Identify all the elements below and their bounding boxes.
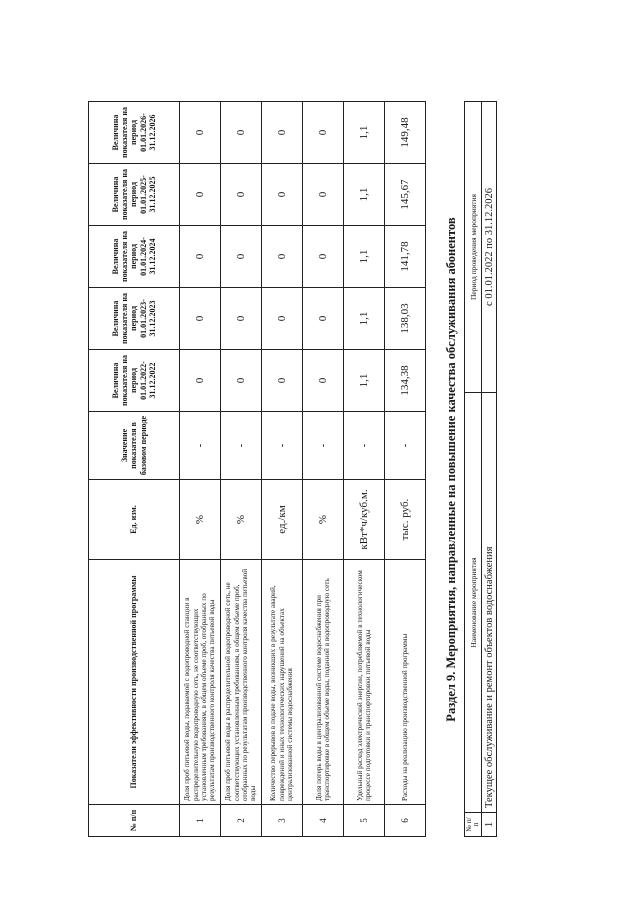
row-value-2023: 0 — [303, 288, 344, 350]
row-indicator: Доля проб питьевой воды, подаваемой с водопроводной станции в распределительную водопроводную сеть, не соответствующих установленным требованиям, в общем объеме проб, отобранных по результатам производственного контроля качества питьевой воды — [180, 560, 221, 805]
row-value-2025: 1,1 — [344, 164, 385, 226]
row-base: - — [385, 412, 426, 480]
row-value-2026: 1,1 — [344, 102, 385, 164]
indicators-table — [88, 101, 426, 837]
row-num: 4 — [303, 805, 344, 837]
measures-header-num: № п/п — [465, 813, 482, 837]
measures-header-name: Наименование мероприятия — [465, 393, 482, 813]
row-base: - — [344, 412, 385, 480]
row-base: - — [221, 412, 262, 480]
row-value-2024: 141,78 — [385, 226, 426, 288]
table-row — [303, 102, 344, 837]
header-period-2024: Величина показателя на период 01.01.2024-31.12.2024 — [89, 226, 180, 288]
row-value-2025: 0 — [221, 164, 262, 226]
measure-period: с 01.01.2022 по 31.12.2026 — [482, 102, 497, 393]
row-num: 5 — [344, 805, 385, 837]
header-period-2025: Величина показателя на период 01.01.2025-31.12.2025 — [89, 164, 180, 226]
row-value-2026: 0 — [180, 102, 221, 164]
row-num: 1 — [180, 805, 221, 837]
row-num: 6 — [385, 805, 426, 837]
row-base: - — [180, 412, 221, 480]
row-value-2024: 0 — [262, 226, 303, 288]
table-row — [221, 102, 262, 837]
row-value-2024: 0 — [303, 226, 344, 288]
row-num: 3 — [262, 805, 303, 837]
row-value-2024: 0 — [180, 226, 221, 288]
indicators-header-row — [89, 102, 180, 837]
row-value-2022: 134,38 — [385, 350, 426, 412]
row-indicator: Количество перерывов в подаче воды, возникших в результате аварий, повреждений и иных технологических нарушений на объектах централизованной системы водоснабжения — [262, 560, 303, 805]
row-num: 2 — [221, 805, 262, 837]
row-indicator: Доля проб питьевой воды в распределительной водопроводной сеть, не соответствующих установленным требованиям, в общем объеме проб, отобранных по результатам производственного контроля качества питьевой воды — [221, 560, 262, 805]
row-unit: % — [221, 480, 262, 560]
row-value-2026: 0 — [221, 102, 262, 164]
row-value-2026: 0 — [303, 102, 344, 164]
row-unit: тыс. руб. — [385, 480, 426, 560]
row-value-2023: 0 — [221, 288, 262, 350]
header-base: Значение показателя в базовом периоде — [89, 412, 180, 480]
row-value-2022: 0 — [262, 350, 303, 412]
table-row — [180, 102, 221, 837]
header-unit: Ед. изм. — [89, 480, 180, 560]
row-value-2024: 1,1 — [344, 226, 385, 288]
section-9-title: Раздел 9. Мероприятия, направленные на повышение качества обслуживания абонентов — [444, 217, 458, 722]
table-row — [344, 102, 385, 837]
row-value-2025: 0 — [262, 164, 303, 226]
table-row — [262, 102, 303, 837]
measures-header-row — [465, 102, 482, 837]
row-indicator: Доля потерь воды в централизованной системе водоснабжения при транспортировке в общем объеме воды, поданной в водопроводную сеть — [303, 560, 344, 805]
row-indicator: Удельный расход электрической энергии, потребляемой в технологическом процессе подготовки и транспортировки питьевой воды — [344, 560, 385, 805]
row-value-2023: 0 — [180, 288, 221, 350]
row-unit: ед./км — [262, 480, 303, 560]
row-value-2026: 149,48 — [385, 102, 426, 164]
row-value-2023: 138,03 — [385, 288, 426, 350]
header-indicator: Показатели эффективности производственной программы — [89, 560, 180, 805]
row-value-2025: 0 — [303, 164, 344, 226]
row-value-2022: 1,1 — [344, 350, 385, 412]
row-base: - — [303, 412, 344, 480]
header-period-2026: Величина показателя на период 01.01.2026-31.12.2026 — [89, 102, 180, 164]
table-row — [385, 102, 426, 837]
row-value-2023: 0 — [262, 288, 303, 350]
row-value-2025: 0 — [180, 164, 221, 226]
header-period-2023: Величина показателя на период 01.01.2023-31.12.2023 — [89, 288, 180, 350]
measures-header-period: Период проведения мероприятия — [465, 102, 482, 393]
table-row — [482, 102, 497, 837]
measures-table — [464, 101, 497, 837]
row-value-2022: 0 — [303, 350, 344, 412]
row-value-2022: 0 — [180, 350, 221, 412]
row-value-2022: 0 — [221, 350, 262, 412]
row-unit: % — [303, 480, 344, 560]
row-value-2026: 0 — [262, 102, 303, 164]
rotated-sheet — [88, 102, 538, 837]
measure-num: 1 — [482, 813, 497, 837]
row-indicator: Расходы на реализацию производственной программы — [385, 560, 426, 805]
row-value-2024: 0 — [221, 226, 262, 288]
row-value-2023: 1,1 — [344, 288, 385, 350]
row-unit: кВт*ч/куб.м. — [344, 480, 385, 560]
header-period-2022: Величина показателя на период 01.01.2022-31.12.2022 — [89, 350, 180, 412]
row-value-2025: 145,67 — [385, 164, 426, 226]
header-num: № п/п — [89, 805, 180, 837]
measure-name: Текущее обслуживание и ремонт объектов водоснабжения — [482, 393, 497, 813]
row-unit: % — [180, 480, 221, 560]
row-base: - — [262, 412, 303, 480]
